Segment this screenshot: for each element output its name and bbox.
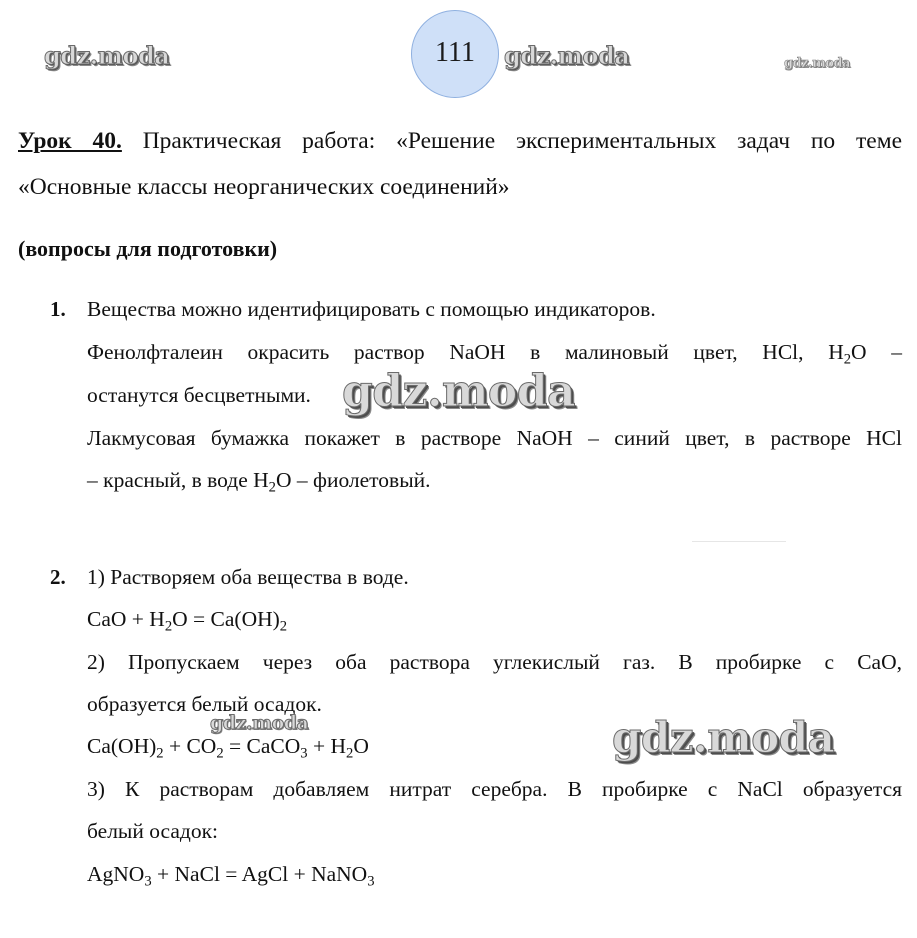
question-number: 1. <box>50 297 66 321</box>
answer-line <box>87 337 902 367</box>
watermark: gdz.moda <box>612 713 835 762</box>
answer-line: 3) К растворам добавляем нитрат серебра. В пробирке с NaCl образуется <box>87 777 902 801</box>
answer-line: Лакмусовая бумажка покажет в растворе NaOH – синий цвет, в растворе HCl <box>87 426 902 450</box>
answer-line: белый осадок: <box>87 819 218 843</box>
equation <box>87 859 902 889</box>
answer-line: Вещества можно идентифицировать с помощью индикаторов. <box>87 297 656 321</box>
subscript: 2 <box>268 479 276 496</box>
subheading: (вопросы для подготовки) <box>18 236 278 261</box>
subscript: 3 <box>367 873 375 890</box>
divider <box>692 541 786 542</box>
text-span: = CaCO <box>223 734 301 758</box>
text-span: O = Ca(OH) <box>172 607 280 631</box>
watermark: gdz.moda <box>784 56 851 71</box>
answer-line: образуется белый осадок. <box>87 692 322 716</box>
subscript: 3 <box>144 873 152 890</box>
text-span: AgNO <box>87 862 145 886</box>
text-span: O <box>353 734 369 758</box>
subscript: 2 <box>843 351 852 368</box>
lesson-title-line-2: «Основные классы неорганических соединений» <box>18 174 510 200</box>
text-span: – красный, в воде H <box>87 468 269 492</box>
answer-line: 2) Пропускаем через оба раствора углекислый газ. В пробирке с CaO, <box>87 650 902 674</box>
text-span: CaO + H <box>87 607 165 631</box>
answer-line: останутся бесцветными. <box>87 383 311 407</box>
watermark: gdz.moda <box>44 41 170 70</box>
text-span: O – <box>851 340 902 364</box>
lesson-label: Урок 40. <box>18 128 122 154</box>
watermark: gdz.moda <box>210 712 309 734</box>
answer-line: 1) Растворяем оба вещества в воде. <box>87 565 409 589</box>
watermark: gdz.moda <box>504 41 630 70</box>
page-number: 111 <box>435 37 475 68</box>
page-number-badge <box>411 10 499 98</box>
subscript: 3 <box>300 745 308 762</box>
text-span: + CO <box>163 734 217 758</box>
question-number: 2. <box>50 565 66 589</box>
text-span: Фенолфталеин окрасить раствор NaOH в малиновый цвет, HCl, H <box>87 340 844 364</box>
subscript: 2 <box>216 745 224 762</box>
lesson-title-line-1 <box>18 126 902 156</box>
lesson-title-text: Практическая работа: «Решение экспериментальных задач по теме <box>142 128 902 154</box>
text-span: + H <box>307 734 346 758</box>
subscript: 2 <box>164 618 173 635</box>
text-span: O – фиолетовый. <box>275 468 431 492</box>
text-span: Ca(OH) <box>87 734 157 758</box>
watermark: gdz.moda <box>342 366 576 417</box>
equation <box>87 604 902 634</box>
answer-line <box>87 465 902 495</box>
subscript: 2 <box>346 745 354 762</box>
text-span: + NaCl = AgCl + NaNO <box>151 862 368 886</box>
subscript: 2 <box>279 618 288 635</box>
subscript: 2 <box>156 745 164 762</box>
